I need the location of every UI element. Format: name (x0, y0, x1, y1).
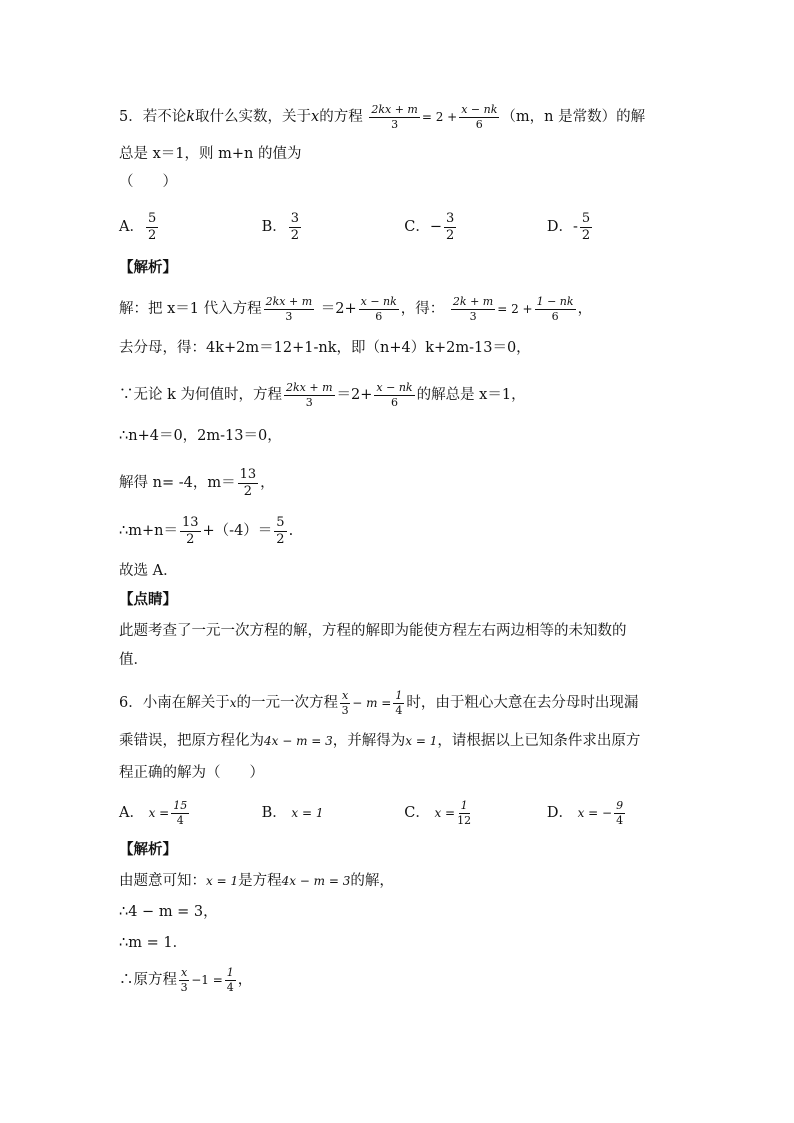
q5-text: 的方程 (319, 109, 363, 126)
option-sign: - (572, 219, 578, 236)
q5-comment-line1: 此题考查了一元一次方程的解，方程的解即为能使方程左右两边相等的未知数的 (119, 623, 627, 639)
fraction-denominator: 2 (290, 227, 300, 243)
q5-text: 取什么实数，关于 (195, 109, 312, 126)
text: −1 = (191, 973, 223, 988)
fraction-numerator: 2kx + m (286, 381, 333, 394)
q5-text: （m，n 是常数）的解 (501, 109, 646, 126)
fraction-denominator: 2 (186, 531, 195, 547)
q5-fraction (459, 104, 499, 130)
q6-options (119, 800, 685, 826)
q5-solution-line5 (119, 468, 275, 498)
q5-solution-line7: 故选 A． (119, 563, 178, 579)
fraction-denominator: 6 (375, 309, 383, 323)
fraction-numerator: x − nk (360, 295, 397, 308)
option-label: A． (119, 805, 144, 822)
fraction-denominator: 4 (176, 813, 184, 827)
fraction-denominator: 4 (395, 703, 403, 717)
fraction (451, 296, 495, 322)
option-a (119, 800, 257, 826)
fraction-denominator: 4 (616, 813, 624, 827)
q5-equals: = 2 + (421, 110, 458, 125)
option-fraction (457, 800, 471, 826)
q5-solution-line6 (119, 516, 293, 546)
text: 的解， (350, 873, 394, 889)
option-prefix: x = (148, 806, 170, 821)
text: 解得 n= -4，m＝ (119, 475, 236, 492)
fraction-numerator: 2kx + m (265, 295, 313, 308)
fraction-numerator: 5 (276, 515, 285, 530)
q5-analysis-heading: 【解析】 (119, 259, 177, 276)
q6-solution-line4 (119, 967, 252, 993)
fraction-denominator: 3 (341, 703, 349, 717)
fraction-numerator: 3 (290, 211, 300, 226)
q6-solution-line1 (119, 871, 394, 891)
equation: x = 1 (405, 734, 438, 748)
fraction (238, 468, 259, 498)
q5-solution-line3 (119, 382, 526, 408)
fraction-numerator: 1 − nk (536, 295, 574, 308)
text: . (288, 523, 294, 540)
q5-comment-line2: 值． (119, 652, 148, 668)
fraction-denominator: 3 (305, 395, 313, 409)
fraction-denominator: 3 (469, 309, 477, 323)
fraction-numerator: 5 (147, 211, 157, 226)
fraction-numerator: 13 (181, 515, 199, 530)
option-fraction (146, 212, 158, 242)
option-label: B． (261, 219, 287, 236)
fraction-numerator: 2k + m (452, 295, 494, 308)
text: ， (577, 301, 593, 318)
fraction-numerator: 13 (239, 467, 257, 482)
text: 乘错误，把原方程化为 (119, 733, 264, 749)
q6-text: 时，由于粗心大意在去分母时出现漏 (406, 695, 639, 712)
option-prefix: x = (434, 806, 456, 821)
fraction-denominator: 6 (390, 395, 398, 409)
fraction (359, 296, 399, 322)
q6-fraction (340, 690, 350, 716)
q5-var-x: x (311, 109, 320, 126)
fraction-numerator: 5 (581, 211, 591, 226)
text: ∴原方程 (119, 972, 177, 989)
option-prefix: x = − (577, 806, 613, 821)
fraction-denominator: 4 (226, 980, 234, 994)
q6-stem-line1 (119, 690, 638, 716)
q5-text: 5．若不论 (119, 109, 187, 126)
text: ∴m+n＝ (119, 523, 178, 540)
q5-answer-paren: （ ） (119, 174, 177, 190)
fraction-numerator: x (342, 689, 349, 702)
q5-stem-line1 (119, 104, 645, 130)
text: ∵无论 k 为何值时，方程 (119, 387, 283, 404)
text: 是方程 (238, 873, 282, 889)
fraction-denominator: 6 (475, 117, 483, 131)
text: 的解总是 x＝1， (416, 387, 526, 404)
fraction-denominator: 3 (180, 980, 188, 994)
q5-comment-heading: 【点睛】 (119, 591, 177, 608)
option-fraction (580, 212, 592, 242)
option-prefix: x = 1 (291, 806, 324, 821)
option-sign: − (429, 219, 442, 236)
option-label: C． (404, 805, 430, 822)
fraction-numerator: x − nk (461, 103, 498, 116)
q6-fraction (393, 690, 404, 716)
fraction-denominator: 2 (581, 227, 591, 243)
text: ＝2+ (336, 387, 373, 404)
fraction (225, 967, 236, 993)
fraction-denominator: 12 (457, 813, 472, 827)
text: ，并解得为 (332, 733, 406, 749)
option-label: D． (546, 805, 573, 822)
fraction-denominator: 2 (147, 227, 157, 243)
option-label: B． (261, 805, 287, 822)
fraction (535, 296, 576, 322)
text: ， (237, 972, 253, 989)
text: ， (260, 475, 275, 492)
q5-solution-line4: ∴n+4＝0，2m-13＝0， (119, 428, 282, 444)
fraction-denominator: 2 (276, 531, 285, 547)
option-b (262, 803, 400, 823)
option-fraction (289, 212, 301, 242)
q5-solution-line1 (119, 296, 592, 322)
fraction-denominator: 6 (551, 309, 559, 323)
q6-stem-line2 (119, 731, 640, 751)
q5-var-k: k (186, 109, 196, 126)
fraction-numerator: x (181, 966, 188, 979)
option-c (404, 212, 542, 242)
text: ＝2+ (320, 301, 357, 318)
q5-stem-line2: 总是 x＝1，则 m+n 的值为 (119, 146, 302, 162)
q6-equals: − m = (352, 696, 392, 711)
option-label: A． (119, 219, 144, 236)
option-b (262, 212, 400, 242)
q6-solution-line3: ∴m = 1． (119, 935, 188, 951)
option-c (404, 800, 542, 826)
fraction-denominator: 3 (285, 309, 293, 323)
text: ，得： (400, 301, 445, 318)
option-d (547, 212, 685, 242)
equation: x = 1 (206, 874, 239, 888)
fraction (179, 967, 189, 993)
text: 由题意可知： (119, 873, 206, 889)
q6-solution-line2: ∴4 − m = 3， (119, 904, 218, 920)
fraction-numerator: 1 (395, 689, 403, 702)
fraction-numerator: 15 (173, 799, 188, 812)
option-fraction (171, 800, 189, 826)
q5-options (119, 212, 685, 242)
option-label: C． (404, 219, 430, 236)
option-fraction (444, 212, 456, 242)
q6-analysis-heading: 【解析】 (119, 841, 177, 858)
q6-text: 6．小南在解关于 (119, 695, 230, 712)
fraction (264, 296, 315, 322)
text: 解：把 x＝1 代入方程 (119, 301, 262, 318)
q5-solution-line2: 去分母，得：4k+2m＝12+1-nk，即（n+4）k+2m-13＝0， (119, 340, 531, 356)
fraction-numerator: 3 (445, 211, 455, 226)
q6-stem-line3: 程正确的解为（ ） (119, 765, 264, 781)
fraction-denominator: 2 (445, 227, 455, 243)
text: +（-4）＝ (202, 523, 273, 540)
option-fraction (614, 800, 625, 826)
q5-fraction (369, 104, 420, 130)
fraction-numerator: 1 (460, 799, 468, 812)
fraction-denominator: 2 (243, 483, 252, 499)
fraction-numerator: 9 (616, 799, 624, 812)
text: = 2 + (497, 302, 533, 317)
fraction-denominator: 3 (391, 117, 399, 131)
option-d (547, 800, 685, 826)
q6-text: 的一元一次方程 (236, 695, 339, 712)
fraction (374, 382, 414, 408)
equation: 4x − m = 3 (264, 734, 333, 748)
equation: 4x − m = 3 (281, 874, 351, 888)
fraction-numerator: 1 (226, 966, 234, 979)
fraction-numerator: 2kx + m (371, 103, 418, 116)
q6-var-x: x (229, 696, 237, 711)
fraction-numerator: x − nk (376, 381, 413, 394)
option-label: D． (546, 219, 573, 236)
text: ，请根据以上已知条件求出原方 (437, 733, 641, 749)
option-a (119, 212, 257, 242)
fraction (274, 516, 286, 546)
fraction (180, 516, 201, 546)
fraction (284, 382, 335, 408)
